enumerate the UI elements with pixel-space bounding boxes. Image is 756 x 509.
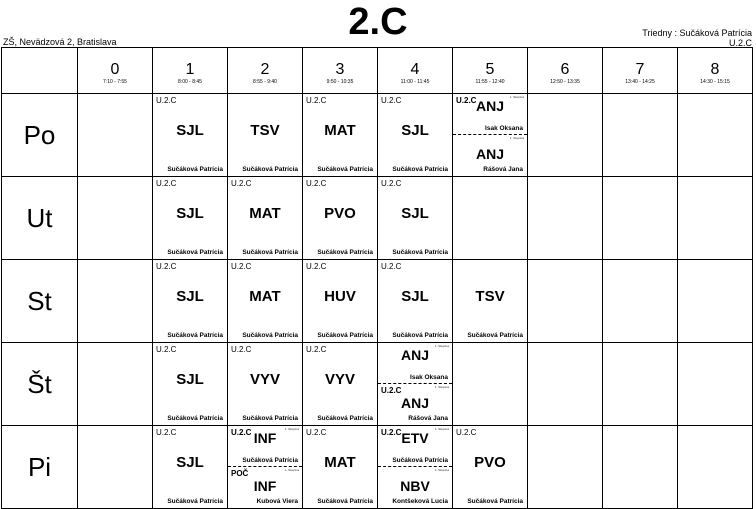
lesson-subject: VYV <box>324 371 355 388</box>
empty-cell <box>678 177 753 260</box>
lesson-subject: PVO <box>474 454 506 471</box>
lesson-subject: MAT <box>249 288 281 305</box>
lesson-cell[interactable] <box>228 260 303 343</box>
period-time: 9:50 - 10:35 <box>326 79 354 85</box>
lesson-group[interactable] <box>378 467 452 507</box>
lesson-group[interactable] <box>228 426 302 467</box>
lesson-room: U.2.C <box>231 262 252 271</box>
period-time: 14:30 - 15:15 <box>700 79 730 85</box>
lesson-teacher: Sučáková Patrícia <box>167 249 223 256</box>
empty-cell <box>678 260 753 343</box>
lesson-subject: MAT <box>324 122 356 139</box>
lesson-cell[interactable] <box>228 94 303 177</box>
lesson-teacher: Sučáková Patrícia <box>392 249 448 256</box>
period-header <box>528 48 603 94</box>
day-row <box>2 94 753 177</box>
day-label: Pi <box>2 426 78 509</box>
lesson-subject: SJL <box>176 454 204 471</box>
class-title: 2.C <box>348 1 408 43</box>
empty-cell <box>78 94 153 177</box>
period-number: 7 <box>635 61 645 78</box>
lesson-cell[interactable] <box>378 260 453 343</box>
group-label: 1. Skupina <box>284 427 299 431</box>
lesson-subject: MAT <box>249 205 281 222</box>
group-label: 1. Skupina <box>509 95 524 99</box>
empty-cell <box>603 343 678 426</box>
lesson-subject: SJL <box>176 122 204 139</box>
empty-cell <box>603 177 678 260</box>
period-header-row <box>2 48 753 94</box>
lesson-cell[interactable] <box>453 426 528 509</box>
day-label: Po <box>2 94 78 177</box>
empty-cell <box>78 260 153 343</box>
lesson-subject: ANJ <box>475 98 504 114</box>
lesson-subject: ANJ <box>475 146 504 162</box>
day-row <box>2 426 753 509</box>
lesson-cell[interactable] <box>378 343 453 426</box>
lesson-cell[interactable] <box>303 260 378 343</box>
period-header <box>378 48 453 94</box>
lesson-subject: INF <box>253 478 277 494</box>
period-number: 2 <box>260 61 270 78</box>
lesson-teacher: Rášová Jana <box>483 166 523 173</box>
empty-cell <box>453 177 528 260</box>
lesson-cell[interactable] <box>453 94 528 177</box>
day-label: Št <box>2 343 78 426</box>
empty-cell <box>78 426 153 509</box>
lesson-cell[interactable] <box>153 94 228 177</box>
lesson-cell[interactable] <box>153 177 228 260</box>
lesson-room: U.2.C <box>456 96 477 105</box>
lesson-subject: ETV <box>401 430 429 446</box>
period-time: 13:40 - 14:25 <box>625 79 655 85</box>
lesson-cell[interactable] <box>303 343 378 426</box>
empty-cell <box>78 177 153 260</box>
lesson-teacher: Sučáková Patrícia <box>392 332 448 339</box>
lesson-teacher: Sučáková Patrícia <box>242 166 298 173</box>
period-number: 4 <box>410 61 420 78</box>
lesson-group[interactable] <box>453 94 527 135</box>
lesson-teacher: Sučáková Patrícia <box>167 415 223 422</box>
lesson-room: U.2.C <box>231 345 252 354</box>
period-number: 8 <box>710 61 720 78</box>
lesson-subject: SJL <box>401 122 429 139</box>
period-time: 11:55 - 12:40 <box>475 79 505 85</box>
lesson-teacher: Isak Oksana <box>410 374 448 381</box>
lesson-room: POČ <box>231 469 249 478</box>
lesson-cell[interactable] <box>453 260 528 343</box>
lesson-room: U.2.C <box>306 428 327 437</box>
lesson-subject: ANJ <box>400 395 429 411</box>
lesson-room: U.2.C <box>381 179 402 188</box>
period-header <box>603 48 678 94</box>
empty-cell <box>678 94 753 177</box>
lesson-room: U.2.C <box>156 262 177 271</box>
lesson-teacher: Sučáková Patrícia <box>242 457 298 464</box>
lesson-subject: ANJ <box>400 347 429 363</box>
lesson-room: U.2.C <box>456 428 477 437</box>
lesson-teacher: Sučáková Patrícia <box>167 166 223 173</box>
lesson-room: U.2.C <box>381 262 402 271</box>
empty-cell <box>528 177 603 260</box>
lesson-teacher: Sučáková Patrícia <box>317 415 373 422</box>
lesson-teacher: Sučáková Patrícia <box>317 332 373 339</box>
lesson-subject: SJL <box>401 205 429 222</box>
empty-cell <box>528 426 603 509</box>
lesson-group[interactable] <box>453 135 527 175</box>
lesson-teacher: Sučáková Patrícia <box>317 498 373 505</box>
group-label: 1. Skupina <box>509 136 524 140</box>
period-number: 1 <box>185 61 195 78</box>
lesson-room: U.2.C <box>306 179 327 188</box>
empty-cell <box>603 260 678 343</box>
period-time: 7:10 - 7:55 <box>103 79 127 85</box>
period-number: 3 <box>335 61 345 78</box>
lesson-group[interactable] <box>378 343 452 384</box>
lesson-teacher: Sučáková Patrícia <box>242 415 298 422</box>
day-row <box>2 177 753 260</box>
lesson-cell[interactable] <box>228 343 303 426</box>
lesson-subject: NBV <box>400 478 430 494</box>
lesson-cell[interactable] <box>228 177 303 260</box>
lesson-subject: SJL <box>176 371 204 388</box>
lesson-room: U.2.C <box>156 179 177 188</box>
group-label: 1. Skupina <box>434 468 449 472</box>
period-time: 11:00 - 11:45 <box>400 79 430 85</box>
lesson-teacher: Sučáková Patrícia <box>167 332 223 339</box>
lesson-subject: HUV <box>324 288 356 305</box>
period-header <box>228 48 303 94</box>
lesson-cell[interactable] <box>378 426 453 509</box>
lesson-subject: SJL <box>176 205 204 222</box>
period-header <box>78 48 153 94</box>
class-teacher: Triedny : Sučáková Patrícia <box>642 28 752 38</box>
lesson-group[interactable] <box>378 384 452 424</box>
lesson-subject: MAT <box>324 454 356 471</box>
period-number: 0 <box>110 61 120 78</box>
day-row <box>2 343 753 426</box>
lesson-cell[interactable] <box>378 177 453 260</box>
lesson-room: U.2.C <box>306 262 327 271</box>
empty-cell <box>678 343 753 426</box>
lesson-cell[interactable] <box>228 426 303 509</box>
lesson-teacher: Sučáková Patrícia <box>467 498 523 505</box>
period-number: 6 <box>560 61 570 78</box>
lesson-teacher: Kontšeková Lucia <box>392 498 448 505</box>
period-header <box>303 48 378 94</box>
lesson-subject: SJL <box>176 288 204 305</box>
lesson-room: U.2.C <box>156 428 177 437</box>
day-row <box>2 260 753 343</box>
lesson-teacher: Sučáková Patrícia <box>392 457 448 464</box>
lesson-subject: INF <box>253 430 277 446</box>
lesson-teacher: Sučáková Patrícia <box>317 249 373 256</box>
lesson-teacher: Kubová Viera <box>256 498 298 505</box>
period-time: 8:55 - 9:40 <box>253 79 277 85</box>
lesson-room: U.2.C <box>306 96 327 105</box>
lesson-room: U.2.C <box>306 345 327 354</box>
group-label: 1. Skupina <box>434 385 449 389</box>
group-label: 1. Skupina <box>434 427 449 431</box>
lesson-cell[interactable] <box>153 426 228 509</box>
lesson-room: U.2.C <box>381 428 402 437</box>
lesson-cell[interactable] <box>378 94 453 177</box>
day-label: St <box>2 260 78 343</box>
lesson-teacher: Sučáková Patrícia <box>467 332 523 339</box>
header-corner-cell <box>2 48 78 94</box>
lesson-room: U.2.C <box>231 428 252 437</box>
group-label: 1. Skupina <box>284 468 299 472</box>
empty-cell <box>528 343 603 426</box>
lesson-cell[interactable] <box>153 343 228 426</box>
lesson-room: U.2.C <box>381 96 402 105</box>
lesson-teacher: Sučáková Patrícia <box>392 166 448 173</box>
empty-cell <box>528 260 603 343</box>
lesson-room: U.2.C <box>231 179 252 188</box>
class-code: U.2.C <box>728 38 752 48</box>
lesson-subject: TSV <box>475 288 505 305</box>
lesson-teacher: Rášová Jana <box>408 415 448 422</box>
lesson-teacher: Sučáková Patrícia <box>317 166 373 173</box>
school-name: ZŠ, Nevädzová 2, Bratislava <box>3 37 117 47</box>
group-label: 1. Skupina <box>434 344 449 348</box>
period-header <box>153 48 228 94</box>
period-time: 8:00 - 8:45 <box>178 79 202 85</box>
empty-cell <box>453 343 528 426</box>
timetable-grid <box>1 47 753 509</box>
lesson-cell[interactable] <box>303 94 378 177</box>
lesson-group[interactable] <box>228 467 302 507</box>
lesson-cell[interactable] <box>153 260 228 343</box>
empty-cell <box>603 426 678 509</box>
lesson-subject: TSV <box>250 122 280 139</box>
lesson-room: U.2.C <box>156 345 177 354</box>
period-number: 5 <box>485 61 495 78</box>
lesson-subject: VYV <box>249 371 280 388</box>
lesson-teacher: Sučáková Patrícia <box>167 498 223 505</box>
lesson-cell[interactable] <box>303 177 378 260</box>
empty-cell <box>78 343 153 426</box>
day-label: Ut <box>2 177 78 260</box>
period-time: 12:50 - 13:35 <box>550 79 580 85</box>
lesson-teacher: Sučáková Patrícia <box>242 332 298 339</box>
empty-cell <box>528 94 603 177</box>
lesson-subject: PVO <box>324 205 356 222</box>
lesson-room: U.2.C <box>156 96 177 105</box>
lesson-subject: SJL <box>401 288 429 305</box>
lesson-teacher: Sučáková Patrícia <box>242 249 298 256</box>
period-header <box>678 48 753 94</box>
class-teacher-info <box>642 28 752 48</box>
empty-cell <box>678 426 753 509</box>
lesson-group[interactable] <box>378 426 452 467</box>
lesson-room: U.2.C <box>381 386 402 395</box>
lesson-teacher: Isak Oksana <box>485 125 523 132</box>
empty-cell <box>603 94 678 177</box>
period-header <box>453 48 528 94</box>
lesson-cell[interactable] <box>303 426 378 509</box>
